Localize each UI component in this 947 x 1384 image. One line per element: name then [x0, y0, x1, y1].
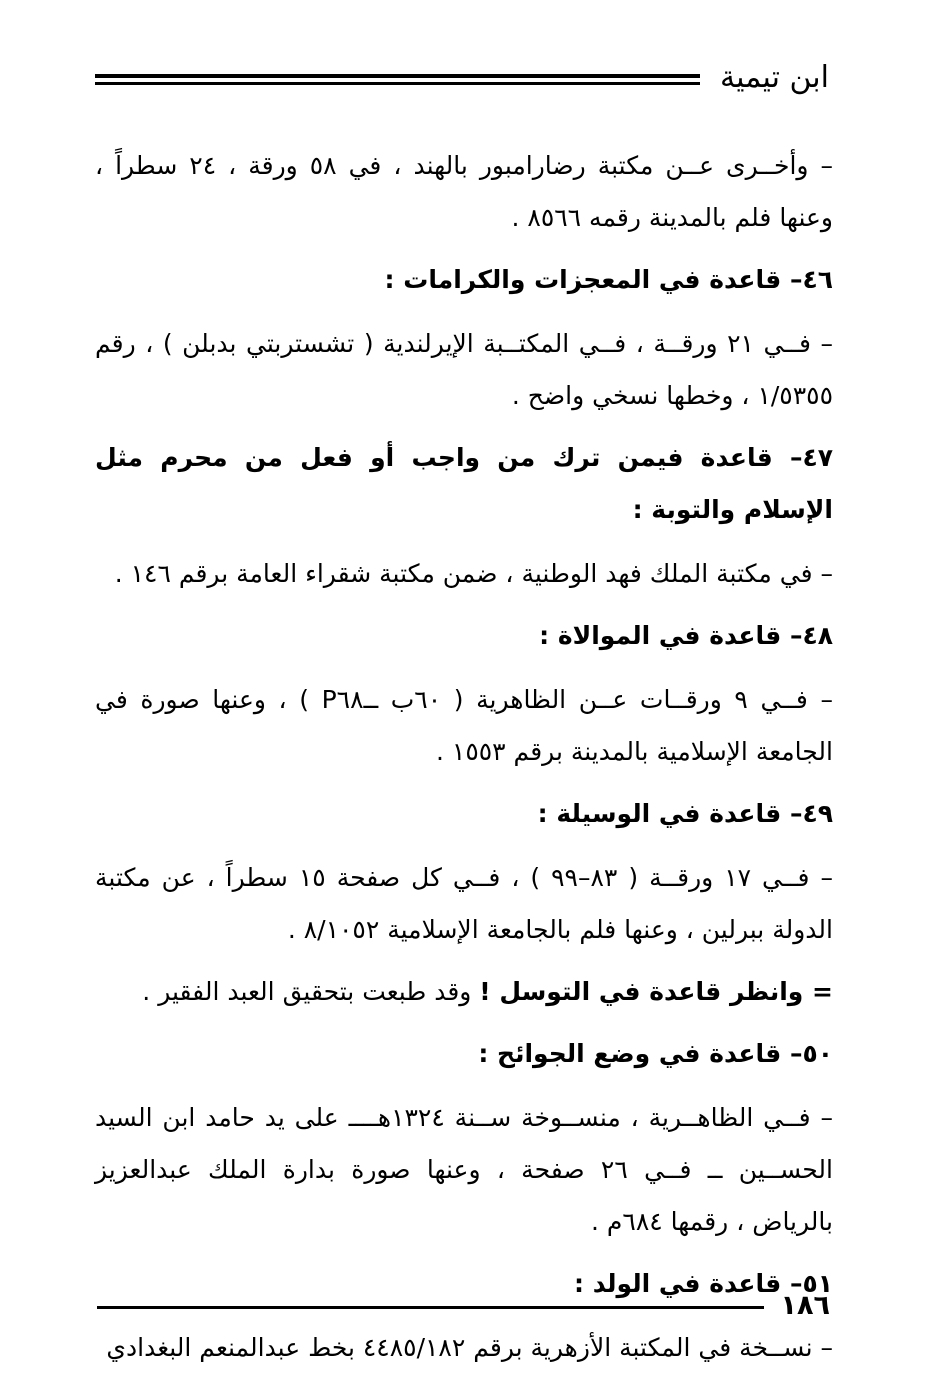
entry-paragraph: – فــي الظاهــرية ، منســوخة ســنة ١٣٢٤هــــ على يد حامد ابن السيد الحســين ــ فــي ٢٦ صفحة ، وعنها صورة بدارة الملك عبدالعزيز بالرياض ، رقمها ٦٨٤م . [95, 1103, 833, 1236]
page-body [95, 140, 833, 1384]
entry-heading: ٤٦– قاعدة في المعجزات والكرامات : [384, 265, 833, 294]
cross-reference-note [95, 966, 833, 1018]
entry-paragraph: – فــي ١٧ ورقــة ( ٨٣–٩٩ ) ، فــي كل صفحة ١٥ سطراً ، عن مكتبة الدولة ببرلين ، وعنها فلم بالجامعة الإسلامية ٨/١٠٥٢ . [95, 863, 833, 944]
entry-heading: ٥٠– قاعدة في وضع الجوائح : [478, 1039, 833, 1068]
header-rule-thin [95, 82, 700, 85]
running-header-title: ابن تيمية [720, 60, 829, 95]
entry-paragraph: – نســخة في المكتبة الأزهرية برقم ٤٤٨٥/١٨٢ بخط عبدالمنعم البغدادي [106, 1333, 833, 1362]
entry-paragraph: – وأخــرى عــن مكتبة رضارامبور بالهند ، في ٥٨ ورقة ، ٢٤ سطراً ، وعنها فلم بالمدينة رقمه ٨٥٦٦ . [95, 151, 833, 232]
entry-heading: ٥١– قاعدة في الولد : [574, 1269, 833, 1298]
entry-heading: ٤٩– قاعدة في الوسيلة : [537, 799, 833, 828]
cross-reference-bold: = وانظر قاعدة في التوسل ! [479, 977, 833, 1006]
page-number: ١٨٦ [780, 1290, 830, 1321]
entry-paragraph: – فــي ٩ ورقــات عــن الظاهرية ( ٦٠ب ــP٦٨ ) ، وعنها صورة في الجامعة الإسلامية بالمدينة برقم ١٥٥٣ . [95, 685, 833, 766]
footer-rule [97, 1306, 764, 1309]
cross-reference-rest: وقد طبعت بتحقيق العبد الفقير . [142, 977, 480, 1006]
entry-heading: ٤٨– قاعدة في الموالاة : [539, 621, 833, 650]
header-rule-thick [95, 74, 700, 78]
entry-paragraph: – فــي ٢١ ورقــة ، فــي المكتــبة الإيرلندية ( تشستربتي بدبلن ) ، رقم ١/٥٣٥٥ ، وخطها نسخي واضح . [95, 329, 833, 410]
entry-heading: ٤٧– قاعدة فيمن ترك من واجب أو فعل من محرم مثل الإسلام والتوبة : [95, 443, 833, 524]
entry-paragraph: – في مكتبة الملك فهد الوطنية ، ضمن مكتبة شقراء العامة برقم ١٤٦ . [114, 559, 833, 588]
header-double-rule [95, 74, 700, 86]
